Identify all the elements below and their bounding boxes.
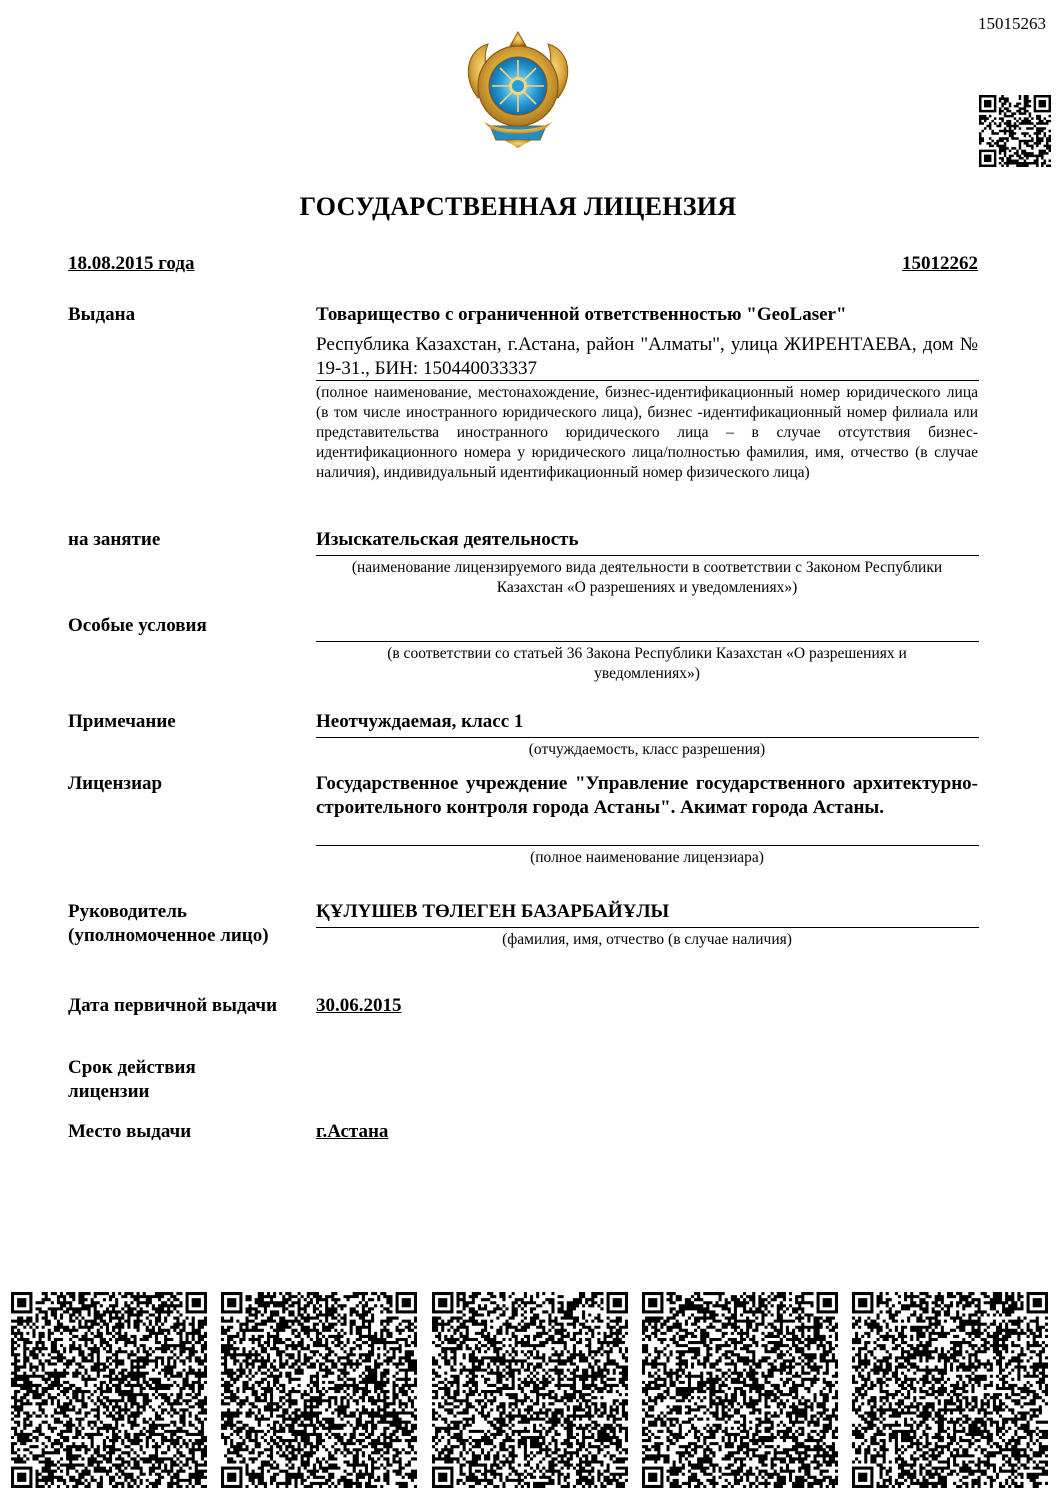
special-conditions-label: Особые условия	[68, 615, 207, 636]
divider	[316, 927, 979, 928]
validity-label-line2: лицензии	[68, 1081, 150, 1102]
divider	[316, 737, 979, 738]
head-label-line2: (уполномоченное лицо)	[68, 925, 269, 946]
qr-code-icon	[11, 1292, 207, 1488]
qr-code-icon	[979, 95, 1051, 167]
head-note: (фамилия, имя, отчество (в случае наличия)	[502, 931, 792, 948]
place-label: Место выдачи	[68, 1121, 192, 1142]
licensor-note: (полное наименование лицензиара)	[530, 849, 764, 866]
divider	[316, 845, 979, 846]
head-label	[68, 900, 269, 948]
licensor-label: Лицензиар	[68, 773, 163, 794]
document-title: ГОСУДАРСТВЕННАЯ ЛИЦЕНЗИЯ	[299, 192, 737, 221]
activity-label: на занятие	[68, 529, 161, 550]
licensee-name: Товарищество с ограниченной ответственностью "GeoLaser"	[316, 304, 847, 325]
qr-code-icon	[852, 1292, 1048, 1488]
first-issue-label: Дата первичной выдачи	[68, 995, 278, 1016]
head-name: ҚҰЛҮШЕВ ТӨЛЕГЕН БАЗАРБАЙҰЛЫ	[316, 901, 670, 922]
qr-code-icon	[432, 1292, 628, 1488]
activity-note: (наименование лицензируемого вида деятельности в соответствии с Законом Республики Казахстан «О разрешениях и уведомлениях»)	[351, 559, 943, 596]
remark-label: Примечание	[68, 711, 176, 732]
qr-code-icon	[221, 1292, 417, 1488]
document-number: 15015263	[978, 14, 1046, 33]
issue-date: 18.08.2015 года	[68, 253, 195, 274]
divider	[316, 380, 979, 381]
qr-code-icon	[642, 1292, 838, 1488]
place-value: г.Астана	[316, 1121, 389, 1142]
licensee-note: (полное наименование, местонахождение, бизнес-идентификационный номер юридического лица (в том числе иностранного юридического лица), бизнес -идентификационный номер филиала или представительства иностранного юридического лица – в случае отсутствия бизнес-идентификационного номера у юридического лица/полностью фамилия, имя, отчество (в случае наличия), индивидуальный идентификационный номер физического лица)	[316, 384, 978, 481]
licensee-address: Республика Казахстан, г.Астана, район "Алматы", улица ЖИРЕНТАЕВА, дом № 19-31., БИН: 150440033337	[316, 334, 978, 379]
license-number: 15012262	[902, 253, 978, 274]
head-label-line1: Руководитель	[68, 901, 187, 922]
validity-label	[68, 1056, 196, 1104]
remark-note: (отчуждаемость, класс разрешения)	[528, 741, 766, 758]
remark-value: Неотчуждаемая, класс 1	[316, 711, 524, 732]
divider	[316, 641, 979, 642]
divider	[316, 555, 979, 556]
validity-label-line1: Срок действия	[68, 1057, 196, 1078]
activity-value: Изыскательская деятельность	[316, 529, 579, 550]
licensor-value: Государственное учреждение "Управление государственного архитектурно-строительного контроля города Астаны". Акимат города Астаны.	[316, 773, 978, 818]
first-issue-date: 30.06.2015	[316, 995, 402, 1016]
special-conditions-note: (в соответствии со статьей 36 Закона Республики Казахстан «О разрешениях и уведомлениях»)	[387, 645, 907, 682]
state-emblem-icon	[460, 28, 576, 150]
issued-to-label: Выдана	[68, 304, 136, 325]
